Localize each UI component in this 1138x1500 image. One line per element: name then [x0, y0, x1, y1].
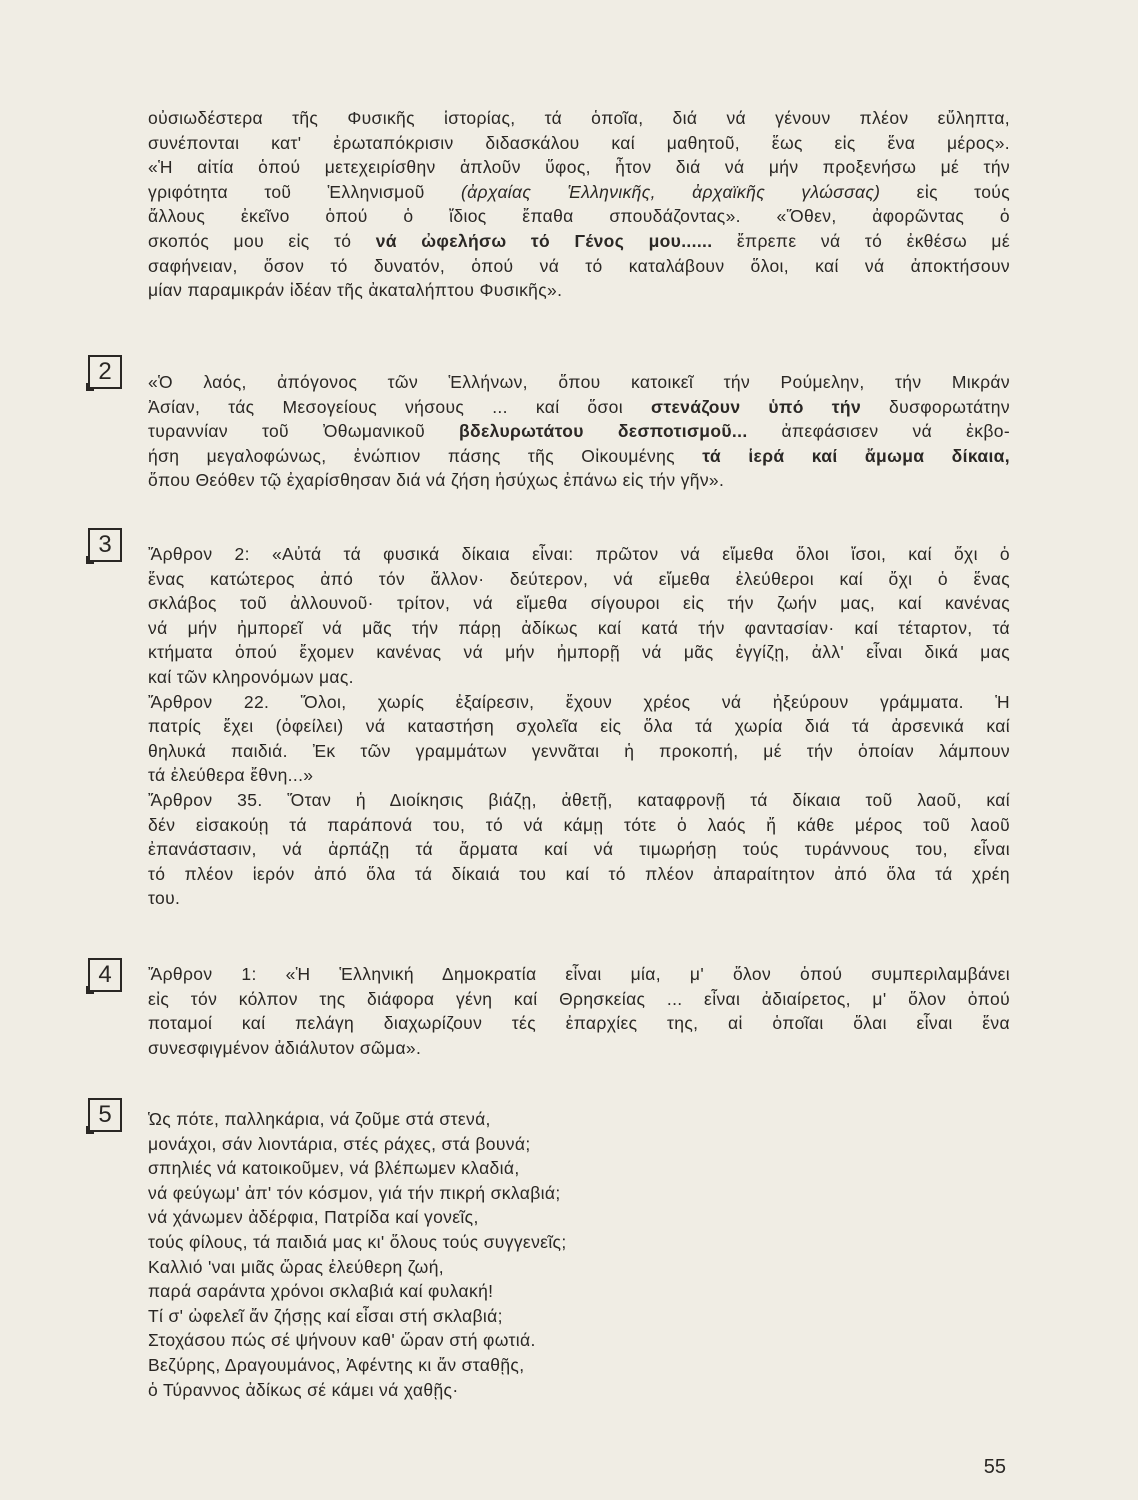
- poem-line: Καλλιό 'ναι μιᾶς ὥρας ἐλεύθερη ζωή,: [148, 1256, 444, 1277]
- text-line: Ἄρθρον 1: «Ἡ Ἑλληνική Δημοκρατία εἶναι μία, μ' ὅλον ὁπού συμπεριλαμβάνει: [148, 964, 1010, 984]
- page-number: 55: [983, 1456, 1006, 1478]
- text-line: Ἀσίαν, τάς Μεσογείους νήσους ... καί ὅσοι στενάζουν ὑπό τήν δυσφορωτάτην: [148, 396, 1010, 417]
- section-3-text: [148, 542, 1010, 911]
- bold-phrase: στενάζουν ὑπό τήν: [651, 396, 862, 417]
- text-line: τά ἐλεύθερα ἔθνη...»: [148, 765, 314, 786]
- section-5-poem: [148, 1107, 1010, 1402]
- text-line: συνέπονται κατ' ἐρωταπόκρισιν διδασκάλου καί μαθητοῦ, ἕως εἰς ἕνα μέρος».: [148, 132, 1010, 153]
- text-line: γριφότητα τοῦ Ἑλληνισμοῦ (ἀρχαίας Ἑλληνικῆς, ἀρχαϊκῆς γλώσσας) εἰς τούς: [148, 181, 1010, 202]
- text-line: ήση μεγαλοφώνως, ἐνώπιον πάσης τῆς Οἰκουμένης τά ἱερά καί ἄμωμα δίκαια,: [148, 445, 1010, 466]
- poem-line: νά φεύγωμ' ἀπ' τόν κόσμον, γιά τήν πικρή σκλαβιά;: [148, 1182, 561, 1203]
- section-number-box: 3: [88, 528, 122, 562]
- text-line: «Ἡ αἰτία ὁπού μετεχειρίσθην ἁπλοῦν ὕφος, ἦτον διά νά μήν προξενήσω μέ τήν: [148, 157, 1010, 178]
- poem-line: σπηλιές νά κατοικοῦμεν, νά βλέπωμεν κλαδιά,: [148, 1158, 520, 1179]
- text-line: μίαν παραμικράν ἰδέαν τῆς ἀκαταλήπτου Φυσικῆς».: [148, 280, 563, 301]
- text-line: συνεσφιγμένον ἀδιάλυτον σῶμα».: [148, 1037, 422, 1058]
- bold-phrase: τά ἱερά καί ἄμωμα δίκαια,: [702, 445, 1010, 466]
- section-number-box: 4: [88, 958, 122, 992]
- section-2-text: [148, 370, 1010, 493]
- section-number-box: 2: [88, 355, 122, 389]
- bold-phrase: νά ὠφελήσω τό Γένος μου......: [375, 230, 713, 251]
- text-line: του.: [148, 888, 181, 909]
- text-line: Ἄρθρον 2: «Αὐτά τά φυσικά δίκαια εἶναι: πρῶτον νά εἴμεθα ὅλοι ἴσοι, καί ὄχι ὁ: [148, 544, 1010, 564]
- section-number-box: 5: [88, 1098, 122, 1132]
- poem-line: μονάχοι, σάν λιοντάρια, στές ράχες, στά βουνά;: [148, 1133, 531, 1154]
- text-line: ὅπου Θεόθεν τῷ ἐχαρίσθησαν διά νά ζήση ἡσύχως ἐπάνω εἰς τήν γῆν».: [148, 470, 725, 491]
- text-line: Ἄρθρον 35. Ὅταν ἡ Διοίκησις βιάζῃ, ἀθετῇ, καταφρονῇ τά δίκαια τοῦ λαοῦ, καί: [148, 789, 1010, 810]
- text-line: ἐπανάστασιν, νά ἁρπάζῃ τά ἄρματα καί νά τιμωρήσῃ τούς τυράννους του, εἶναι: [148, 839, 1010, 860]
- intro-paragraph: [148, 106, 1010, 303]
- section-4-text: [148, 962, 1010, 1060]
- text-line: ἄλλους ἐκεῖνο ὁπού ὁ ἴδιος ἔπαθα σπουδάζοντας». «Ὅθεν, ἀφορῶντας ὁ: [148, 206, 1010, 227]
- text-line: ποταμοί καί πελάγη διαχωρίζουν τές ἐπαρχίες της, αἱ ὁποῖαι ὅλαι εἶναι ἕνα: [148, 1013, 1010, 1034]
- poem-line: Βεζύρης, Δραγουμάνος, Ἀφέντης κι ἄν σταθῇς,: [148, 1354, 525, 1375]
- bold-phrase: βδελυρωτάτου δεσποτισμοῦ...: [458, 421, 748, 442]
- text-line: θηλυκά παιδιά. Ἐκ τῶν γραμμάτων γεννᾶται ἡ προκοπή, μέ τήν ὁποίαν λάμπουν: [148, 740, 1010, 761]
- text-line: σκοπός μου εἰς τό νά ὠφελήσω τό Γένος μου...... ἔπρεπε νά τό ἐκθέσω μέ: [148, 230, 1010, 251]
- text-line: δέν εἰσακούῃ τά παράπονά του, τό νά κάμῃ τότε ὁ λαός ἤ κάθε μέρος τοῦ λαοῦ: [148, 814, 1010, 835]
- text-line: νά μήν ἠμπορεῖ νά μᾶς τήν πάρῃ ἀδίκως καί κατά τήν φαντασίαν· καί τέταρτον, τά: [148, 617, 1010, 638]
- poem-line: Ὡς πότε, παλληκάρια, νά ζοῦμε στά στενά,: [148, 1109, 491, 1129]
- poem-line: νά χάνωμεν ἀδέρφια, Πατρίδα καί γονεῖς,: [148, 1207, 479, 1228]
- poem-line: παρά σαράντα χρόνοι σκλαβιά καί φυλακή!: [148, 1281, 494, 1302]
- text-line: τό πλέον ἱερόν ἀπό ὅλα τά δίκαιά του καί τό πλέον ἀπαραίτητον ἀπό ὅλα τά χρέη: [148, 863, 1010, 884]
- poem-line: Τί σ' ὠφελεῖ ἄν ζήσῃς καί εἶσαι στή σκλαβιά;: [148, 1305, 503, 1326]
- poem-line: Στοχάσου πώς σέ ψήνουν καθ' ὥραν στή φωτιά.: [148, 1330, 536, 1351]
- text-line: καί τῶν κληρονόμων μας.: [148, 666, 354, 687]
- text-line: Ἄρθρον 22. Ὅλοι, χωρίς ἐξαίρεσιν, ἔχουν χρέος νά ἠξεύρουν γράμματα. Ἡ: [148, 691, 1010, 712]
- poem-line: τούς φίλους, τά παιδιά μας κι' ὅλους τούς συγγενεῖς;: [148, 1231, 567, 1252]
- text-line: πατρίς ἔχει (ὀφείλει) νά καταστήση σχολεῖα εἰς ὅλα τά χωρία διά τά ἀρσενικά καί: [148, 716, 1010, 737]
- text-line: τυραννίαν τοῦ Ὀθωμανικοῦ βδελυρωτάτου δεσποτισμοῦ... ἀπεφάσισεν νά ἐκβο-: [148, 421, 1010, 442]
- text-line: ἕνας κατώτερος ἀπό τόν ἄλλον· δεύτερον, νά εἴμεθα ἐλεύθεροι καί ὄχι ὁ ἕνας: [148, 568, 1010, 589]
- text-line: σαφήνειαν, ὅσον τό δυνατόν, ὁπού νά τό καταλάβουν ὅλοι, καί νά ἀποκτήσουν: [148, 255, 1010, 276]
- text-line: «Ὁ λαός, ἀπόγονος τῶν Ἑλλήνων, ὅπου κατοικεῖ τήν Ρούμελην, τήν Μικράν: [148, 372, 1010, 392]
- text-line: κτήματα ὁπού ἔχομεν κανένας νά μήν ἠμπορῇ νά μᾶς ἐγγίζῃ, ἀλλ' εἶναι δικά μας: [148, 642, 1010, 663]
- text-line: εἰς τόν κόλπον της διάφορα γένη καί Θρησκείας ... εἶναι ἀδιαίρετος, μ' ὅλον ὁπού: [148, 988, 1010, 1009]
- poem-line: ὁ Τύραννος ἀδίκως σέ κάμει νά χαθῇς·: [148, 1379, 459, 1400]
- text-line: οὐσιωδέστερα τῆς Φυσικῆς ἱστορίας, τά ὁποῖα, διά νά γένουν πλέον εὔληπτα,: [148, 108, 1010, 128]
- text-line: σκλάβος τοῦ ἀλλουνοῦ· τρίτον, νά εἴμεθα σίγουροι εἰς τήν ζωήν μας, καί κανένας: [148, 593, 1010, 614]
- italic-phrase: (ἀρχαίας Ἑλληνικῆς, ἀρχαϊκῆς γλώσσας): [460, 181, 881, 202]
